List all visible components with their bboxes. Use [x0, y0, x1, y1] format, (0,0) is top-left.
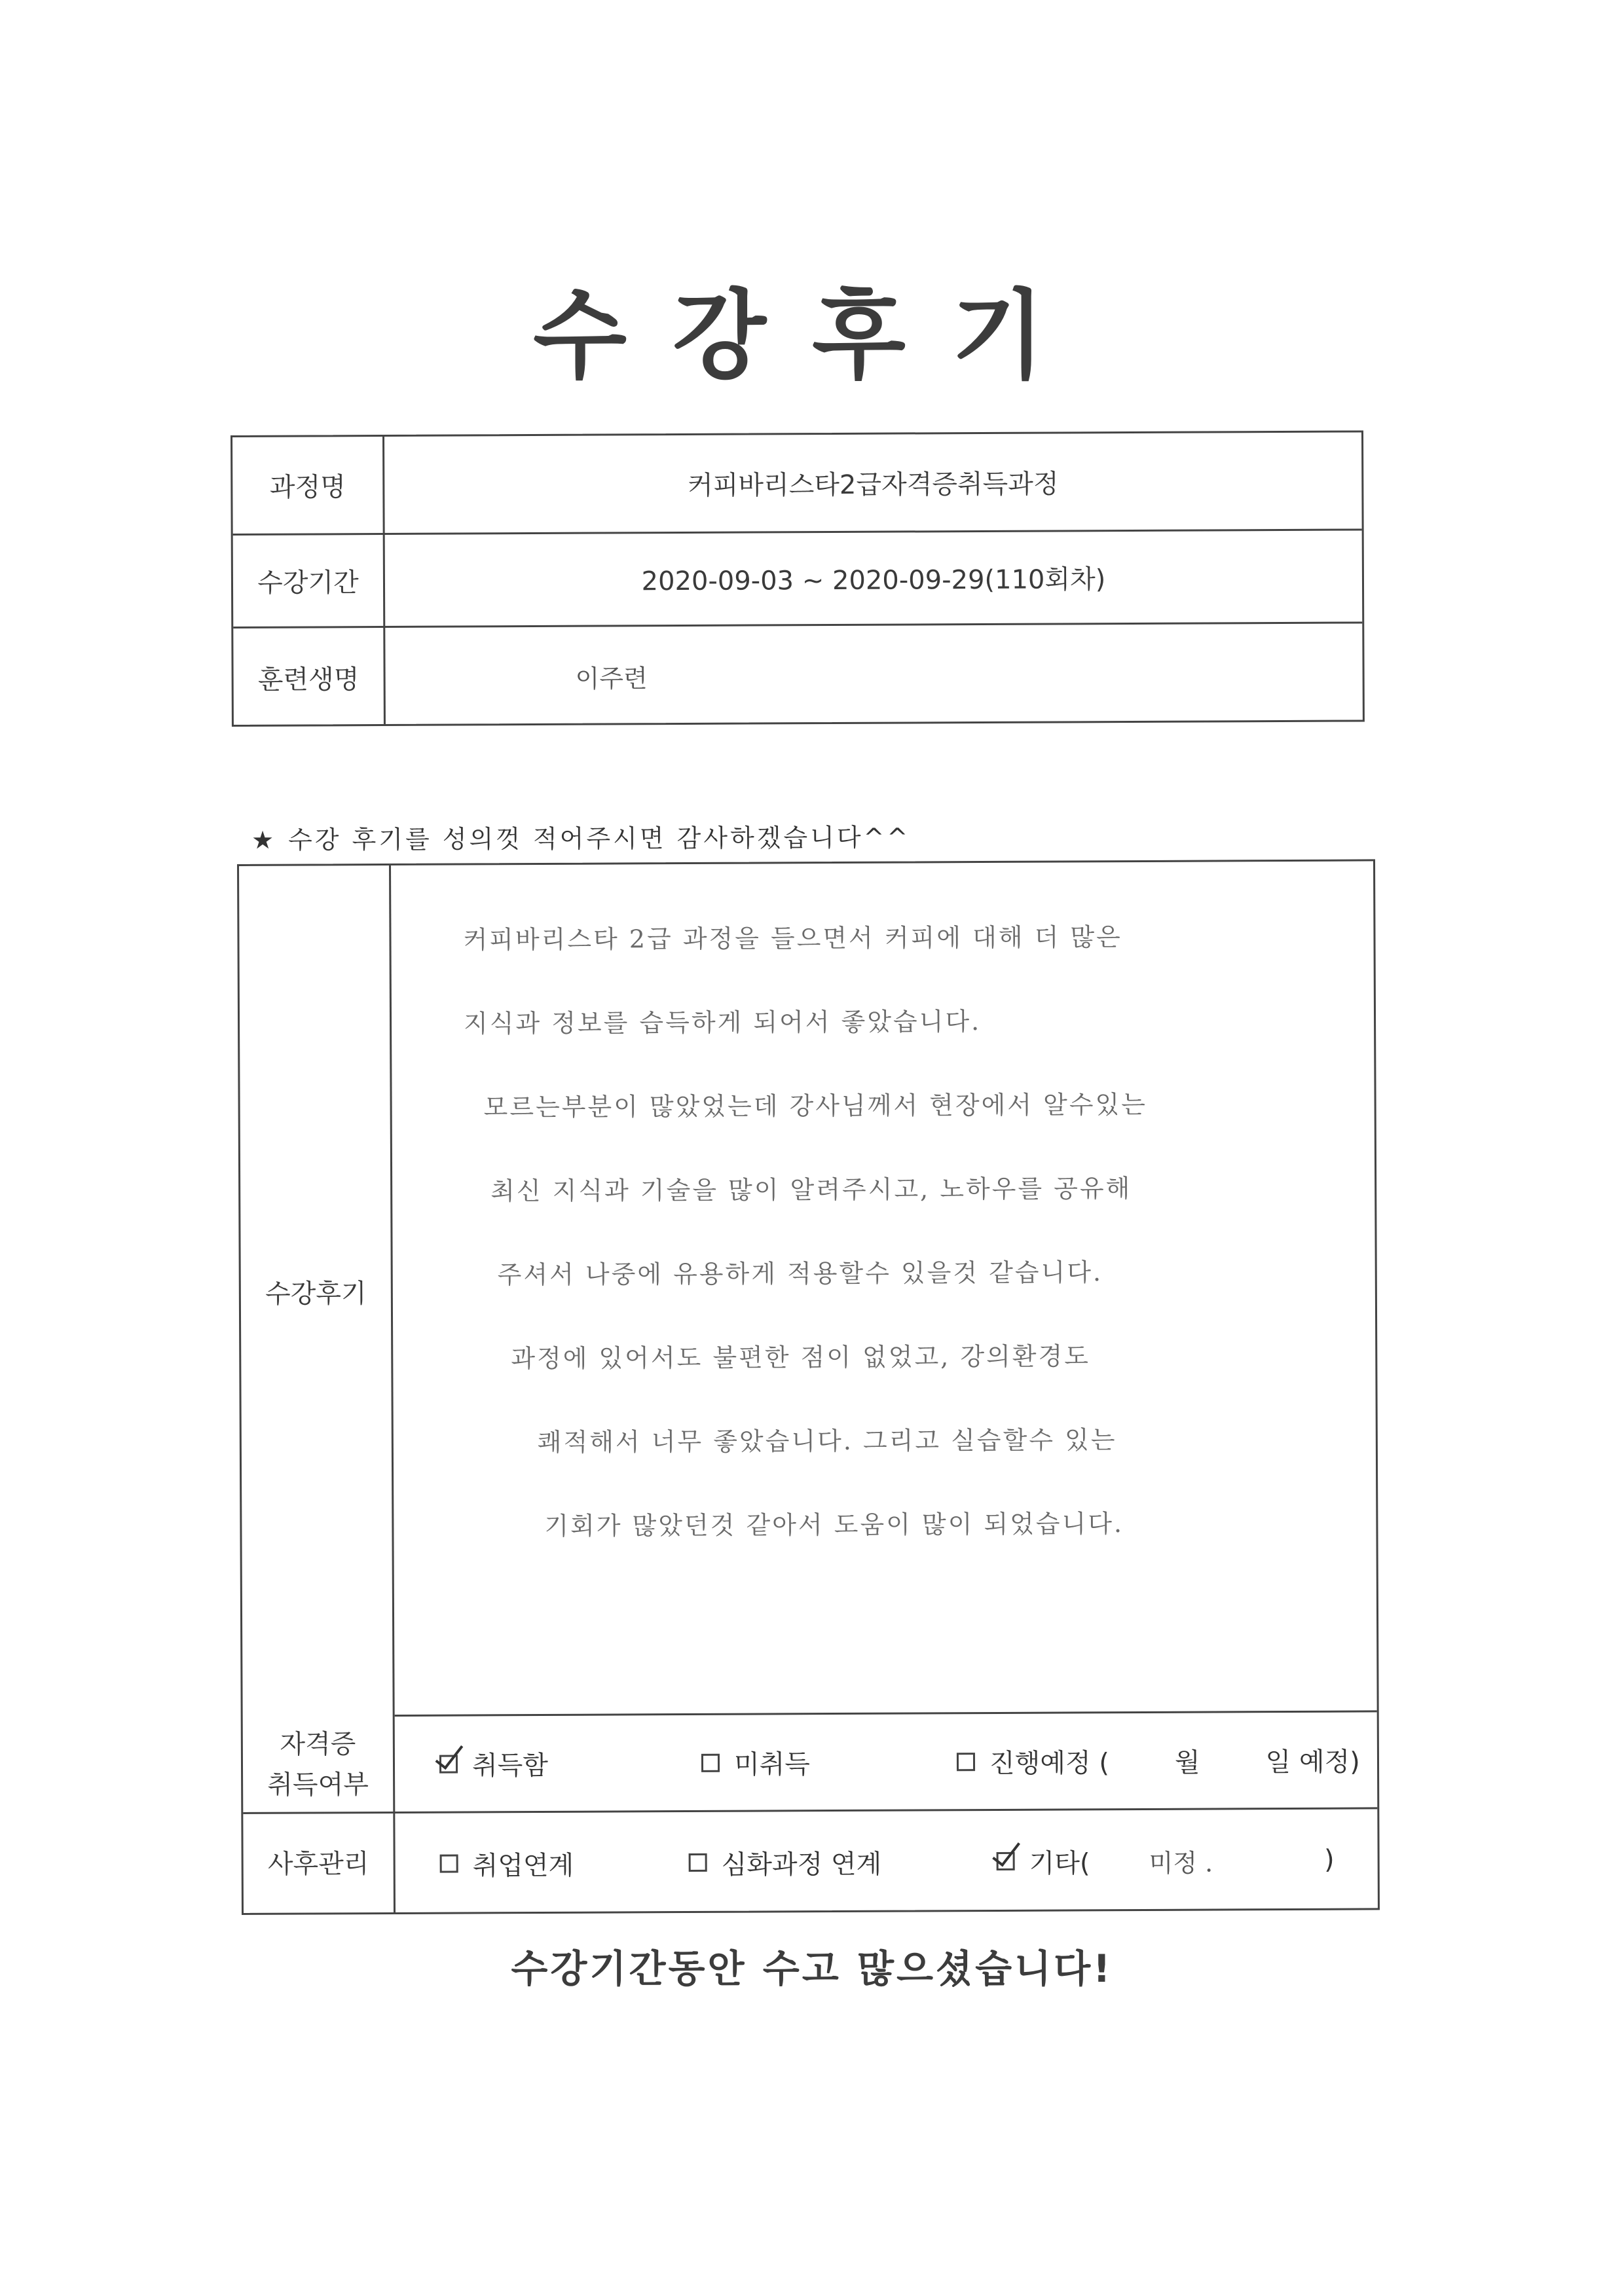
course-row: [232, 432, 1362, 536]
other-label: 기타(: [1029, 1848, 1090, 1879]
instruction-text: 수강 후기를 성의껏 적어주시면 감사하겠습니다^^: [288, 822, 911, 854]
course-info-table: [231, 430, 1365, 727]
review-line: 모르는부분이 많았었는데 강사님께서 현장에서 알수있는: [483, 1089, 1148, 1122]
review-line: 주셔서 나중에 유용하게 적용할수 있을것 같습니다.: [497, 1258, 1103, 1290]
review-label: 수강후기: [239, 866, 395, 1717]
advanced-course-checkbox[interactable]: [689, 1853, 707, 1872]
review-line: 과정에 있어서도 불편한 점이 없었고, 강의환경도: [511, 1341, 1091, 1374]
review-line: 커피바리스타 2급 과정을 들으면서 커피에 대해 더 많은: [463, 922, 1122, 955]
review-table: [237, 859, 1380, 1915]
scheduled-label: 진행예정 (: [989, 1748, 1109, 1779]
acquired-label: 취득함: [471, 1750, 549, 1781]
certificate-label-line1: 자격증: [280, 1728, 356, 1760]
not-acquired-checkbox[interactable]: [701, 1753, 720, 1772]
employment-label: 취업연계: [472, 1850, 574, 1881]
review-line: 기회가 많았던것 같아서 도움이 많이 되었습니다.: [544, 1509, 1124, 1540]
scheduled-month: 월: [1174, 1747, 1200, 1778]
trainee-label: 훈련생명: [233, 628, 386, 727]
advanced-course-option[interactable]: [688, 1812, 881, 1913]
period-row: [233, 530, 1363, 629]
not-acquired-label: 미취득: [733, 1749, 811, 1780]
certificate-row: [243, 1712, 1378, 1814]
acquired-checkbox[interactable]: [439, 1755, 458, 1773]
other-close-paren: ): [1324, 1844, 1335, 1875]
certificate-label-line2: 취득여부: [267, 1769, 369, 1800]
review-line: 지식과 정보를 습득하게 되어서 좋았습니다.: [463, 1007, 982, 1038]
review-text-area[interactable]: [391, 861, 1377, 1717]
page-title: 수강후기: [533, 280, 1091, 392]
review-line: 최신 지식과 기술을 많이 알려주시고, 노하우를 공유해: [490, 1174, 1132, 1206]
closing-message: 수강기간동안 수고 많으셨습니다!: [511, 1946, 1113, 1991]
advanced-course-label: 심화과정 연계: [721, 1849, 882, 1880]
star-icon: ★: [251, 826, 277, 855]
acquired-option[interactable]: [439, 1716, 549, 1812]
scheduled-checkbox[interactable]: [957, 1753, 975, 1771]
trainee-row: [233, 623, 1363, 727]
other-checkbox[interactable]: [997, 1852, 1015, 1870]
other-value: 미정 .: [1149, 1848, 1213, 1878]
employment-checkbox[interactable]: [440, 1855, 458, 1873]
period-value: 2020-09-03 ~ 2020-09-29(110회차): [641, 564, 1106, 597]
trainee-name: 이주련: [575, 663, 648, 693]
period-label: 수강기간: [233, 535, 386, 627]
other-option[interactable]: [996, 1810, 1335, 1912]
instruction-note: [251, 817, 910, 856]
aftercare-label: 사후관리: [243, 1813, 396, 1915]
employment-option[interactable]: [439, 1813, 574, 1914]
aftercare-row: [243, 1809, 1378, 1915]
review-line: 쾌적해서 너무 좋았습니다. 그리고 실습할수 있는: [537, 1425, 1117, 1457]
not-acquired-option[interactable]: [701, 1715, 811, 1810]
certificate-label: [243, 1717, 396, 1812]
scheduled-day: 일 예정): [1265, 1747, 1360, 1778]
course-value: 커피바리스타2급자격증취득과정: [688, 469, 1059, 501]
trainee-value-field[interactable]: [385, 623, 1363, 726]
course-label: 과정명: [232, 437, 385, 534]
scheduled-option[interactable]: [957, 1713, 1360, 1810]
